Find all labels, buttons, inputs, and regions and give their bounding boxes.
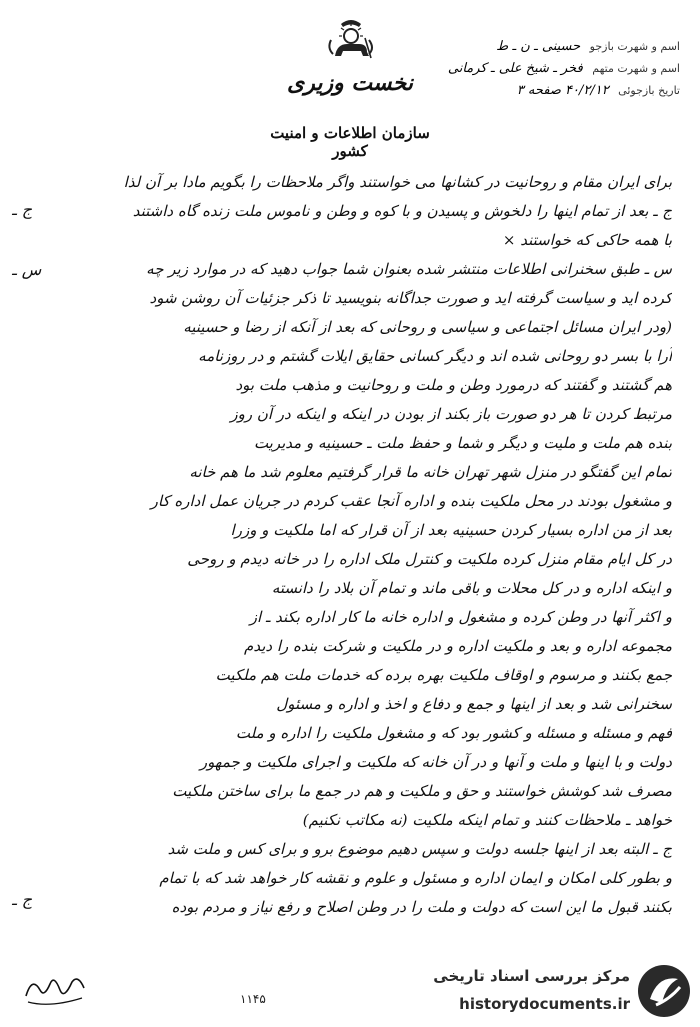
- text-line: آرا با بسر دو روحانی شده اند و دیگر کسانی حقایق ایلات گشتم و در روزنامه: [198, 347, 672, 365]
- accused-value: فخر ـ شیخ علی ـ کرمانی: [447, 61, 583, 76]
- text-line: تمام این گفتگو در منزل شهر تهران خانه ما قرار گرفتیم معلوم شد ما هم خانه: [189, 463, 672, 481]
- text-line: (ودر ایران مسائل اجتماعی و سیاسی و روحانی که بعد از آنکه از رضا و حسینیه: [183, 318, 672, 336]
- date-label: تاریخ بازجوئی: [618, 84, 680, 97]
- text-line: جمع بکنند و مرسوم و اوقاف ملکیت بهره برده که خدمات ملت هم ملکیت: [215, 666, 672, 684]
- watermark-organization-name: مرکز بررسی اسناد تاریخی: [433, 967, 630, 985]
- text-line: ج ـ البته بعد از اینها جلسه دولت و سپس دهیم موضوع برو و برای کس و ملت شد: [167, 840, 672, 858]
- text-line: با همه حاکی که خواستند ×: [502, 231, 672, 249]
- text-line: دولت و با اینها و ملت و آنها و در آن خانه که ملکیت و اجرای ملکیت و جمهور: [199, 753, 672, 771]
- text-line: فهم و مسئله و مسئله و کشور بود که و مشغول ملکیت را اداره و ملت: [235, 724, 672, 742]
- text-line: هم گشتند و گفتند که درمورد وطن و ملت و روحانیت و مذهب ملت بود: [235, 376, 672, 394]
- date-field: [440, 80, 680, 102]
- organization-subtitle: سازمان اطلاعات و امنیت کشور: [270, 124, 430, 160]
- text-line: و اکثر آنها در وطن کرده و مشغول و اداره خانه ما کار اداره بکند ـ از: [249, 608, 672, 626]
- lion-and-sun-emblem-icon: [325, 18, 377, 64]
- answer-mark-label: ج ـ: [12, 890, 33, 909]
- text-line: خواهد ـ ملاحظات کنند و تمام اینکه ملکیت (نه مکاتب نکنیم): [302, 811, 672, 829]
- text-line: و مشغول بودند در محل ملکیت بنده و اداره آنجا عقب کردم در جریان عمل اداره کار: [150, 492, 672, 510]
- text-line: در کل ایام مقام منزل کرده ملکیت و کنترل ملک اداره را در خانه دیدم و روحی: [187, 550, 672, 568]
- text-line: و اینکه اداره و در کل محلات و باقی ماند و تمام آن بلاد را دانسته: [271, 579, 672, 597]
- archive-watermark: [366, 961, 696, 1023]
- question-mark-label: س ـ: [12, 260, 42, 279]
- text-line: برای ایران مقام و روحانیت در کشانها می خواستند واگر ملاحظات را بگویم مادا بر آن لذا: [123, 173, 672, 191]
- text-line: مرتبط کردن تا هر دو صورت باز بکند از بودن در اینکه و اینکه در آن روز: [230, 405, 672, 423]
- organization-title: نخست وزیری: [287, 70, 413, 96]
- archive-logo-icon: [636, 963, 692, 1019]
- text-line: مجموعه اداره و بعد و ملکیت اداره و در ملکیت و شرکت بنده را دیدم: [244, 637, 672, 655]
- answer-mark-label: ج ـ: [12, 200, 33, 219]
- text-line: س ـ طبق سخنرانی اطلاعات منتشر شده بعنوان شما جواب دهید که در موارد زیر چه: [146, 260, 672, 278]
- interrogator-label: اسم و شهرت بازجو: [589, 40, 680, 53]
- page-number: ۱۱۴۵: [240, 992, 266, 1006]
- text-line: و بطور کلی امکان و ایمان اداره و مسئول و علوم و نقشه کار خواهد شد که با تمام: [159, 869, 672, 887]
- interrogator-field: [440, 36, 680, 58]
- watermark-url: historydocuments.ir: [459, 995, 630, 1013]
- text-line: ج ـ بعد از تمام اینها را دلخوش و پسیدن و با کوه و وطن و ناموس ملت زنده گاه داشتند: [132, 202, 672, 220]
- text-line: کرده اید و سیاست گرفته اید و صورت جداگانه بنویسید تا ذکر جزئیات آن روشن شود: [149, 289, 672, 307]
- interrogation-metadata: [440, 36, 680, 102]
- text-line: مصرف شد کوشش خواستند و حق و ملکیت و هم در جمع ما برای ساختن ملکیت: [172, 782, 672, 800]
- handwritten-body: [50, 168, 672, 988]
- text-line: بعد از من اداره بسیار کردن حسینیه بعد از آن قرار که اما ملکیت و وزرا: [230, 521, 672, 539]
- text-line: بنده هم ملت و ملیت و دیگر و شما و حفظ ملت ـ حسینیه و مدیریت: [253, 434, 672, 452]
- date-value: ۴۰/۲/۱۲ صفحه ۳: [516, 83, 609, 98]
- accused-field: [440, 58, 680, 80]
- handwritten-signature-icon: [20, 968, 90, 1008]
- text-line: بکنند قبول ما این است که دولت و ملت را در وطن اصلاح و رفع نیاز و مردم بوده: [171, 898, 672, 916]
- text-line: سخنرانی شد و بعد از اینها و جمع و دفاع و اخذ و اداره و مسئول: [276, 695, 672, 713]
- interrogator-value: حسینی ـ ن ـ ط: [496, 39, 581, 54]
- accused-label: اسم و شهرت متهم: [592, 62, 680, 75]
